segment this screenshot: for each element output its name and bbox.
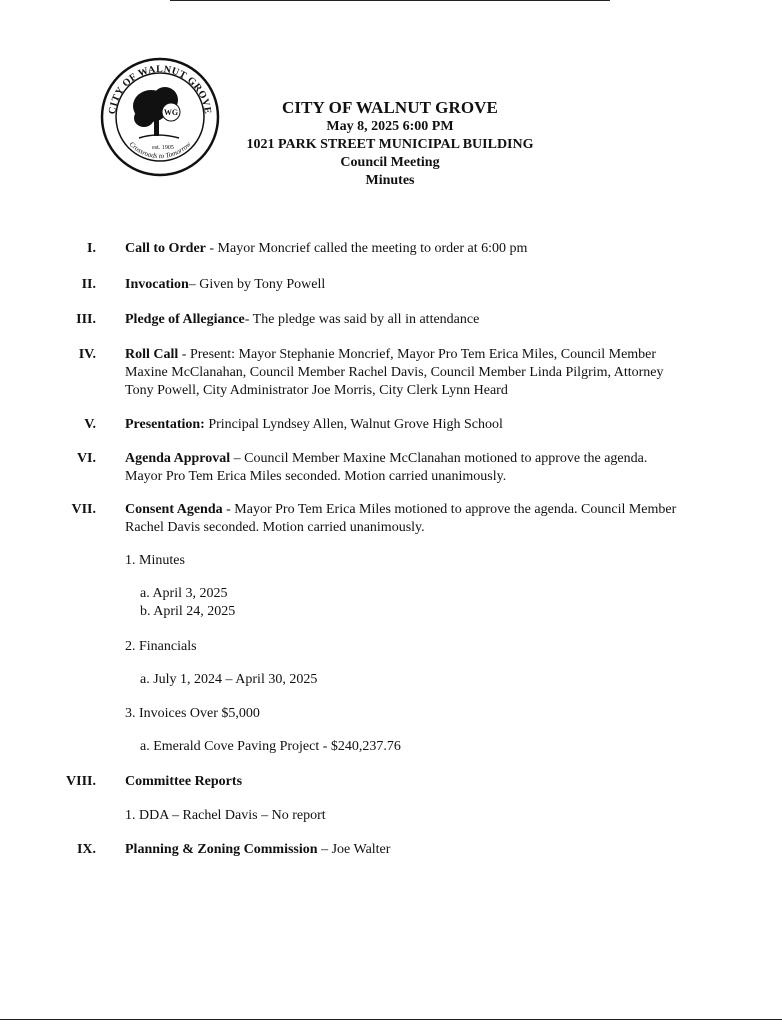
item-text: – Given by Tony Powell bbox=[188, 277, 326, 292]
item-text: - Mayor Moncrief called the meeting to order at 6:00 pm bbox=[205, 241, 528, 256]
item-number: II. bbox=[81, 277, 96, 292]
item-label: Invocation bbox=[125, 277, 189, 292]
item-text: - Present: Mayor Stephanie Moncrief, Mayor Pro Tem Erica Miles, Council Member Maxine McClanahan, Council Member Rachel Davis, Council Member Linda Pilgrim, Attorney Tony Powell, City Administrator Joe Morris, City Clerk Lynn Heard bbox=[125, 347, 664, 398]
item-label: Committee Reports bbox=[125, 774, 243, 789]
document-type: Minutes bbox=[365, 173, 415, 188]
consent-invoices-heading: 3. Invoices Over $5,000 bbox=[125, 706, 260, 721]
item-number: VIII. bbox=[66, 774, 96, 789]
meeting-datetime: May 8, 2025 6:00 PM bbox=[326, 119, 454, 134]
item-number: VI. bbox=[76, 451, 96, 466]
scan-edge-bottom bbox=[0, 1019, 782, 1020]
item-label: Call to Order bbox=[125, 241, 206, 256]
item-number: VII. bbox=[71, 502, 96, 517]
agenda-item-committee-reports bbox=[0, 773, 782, 791]
item-text: – Joe Walter bbox=[317, 842, 391, 857]
agenda-item-call-to-order bbox=[0, 240, 782, 258]
item-text: - The pledge was said by all in attendance bbox=[244, 312, 480, 327]
item-number: IV. bbox=[78, 347, 96, 362]
item-label: Consent Agenda bbox=[125, 502, 223, 517]
agenda-item-invocation bbox=[0, 276, 782, 294]
minutes-body bbox=[0, 240, 782, 859]
agenda-item-agenda-approval bbox=[0, 450, 782, 486]
meeting-type: Council Meeting bbox=[340, 155, 440, 170]
item-label: Planning & Zoning Commission bbox=[125, 842, 318, 857]
committee-dda: 1. DDA – Rachel Davis – No report bbox=[125, 808, 326, 823]
item-label: Presentation: bbox=[125, 417, 205, 432]
consent-minutes-heading: 1. Minutes bbox=[125, 553, 185, 568]
seal-established: est. 1905 bbox=[152, 145, 174, 151]
item-text: Principal Lyndsey Allen, Walnut Grove High School bbox=[204, 417, 503, 432]
consent-financials-heading: 2. Financials bbox=[125, 639, 197, 654]
consent-invoices-a: a. Emerald Cove Paving Project - $240,237.76 bbox=[140, 739, 401, 754]
item-label: Roll Call bbox=[125, 347, 179, 362]
consent-minutes-b: b. April 24, 2025 bbox=[140, 604, 236, 619]
item-number: III. bbox=[76, 312, 96, 327]
document-header bbox=[210, 98, 570, 190]
scan-edge-top bbox=[170, 0, 610, 1]
item-label: Pledge of Allegiance bbox=[125, 312, 245, 327]
item-text: - Mayor Pro Tem Erica Miles motioned to approve the agenda. Council Member Rachel Davis seconded. Motion carried unanimously. bbox=[125, 502, 677, 535]
agenda-item-roll-call bbox=[0, 346, 782, 400]
meeting-location: 1021 PARK STREET MUNICIPAL BUILDING bbox=[246, 137, 534, 152]
seal-initials: WG bbox=[163, 108, 179, 117]
city-seal bbox=[99, 56, 221, 178]
seal-name-text: CITY OF WALNUT GROVE bbox=[106, 63, 213, 115]
consent-minutes-a: a. April 3, 2025 bbox=[140, 586, 228, 601]
item-label: Agenda Approval bbox=[125, 451, 231, 466]
seal-motto-text: Crossroads to Tomorrow bbox=[127, 140, 193, 161]
consent-financials-a: a. July 1, 2024 – April 30, 2025 bbox=[140, 672, 318, 687]
item-number: IX. bbox=[76, 842, 96, 857]
city-title: CITY OF WALNUT GROVE bbox=[282, 98, 498, 117]
agenda-item-presentation bbox=[0, 416, 782, 434]
item-text: – Council Member Maxine McClanahan motioned to approve the agenda. Mayor Pro Tem Erica Miles seconded. Motion carried unanimously. bbox=[125, 451, 648, 484]
item-number: V. bbox=[84, 417, 96, 432]
agenda-item-pledge bbox=[0, 311, 782, 329]
agenda-item-planning-zoning bbox=[0, 841, 782, 859]
agenda-item-consent-agenda bbox=[0, 501, 782, 537]
item-number: I. bbox=[87, 241, 96, 256]
